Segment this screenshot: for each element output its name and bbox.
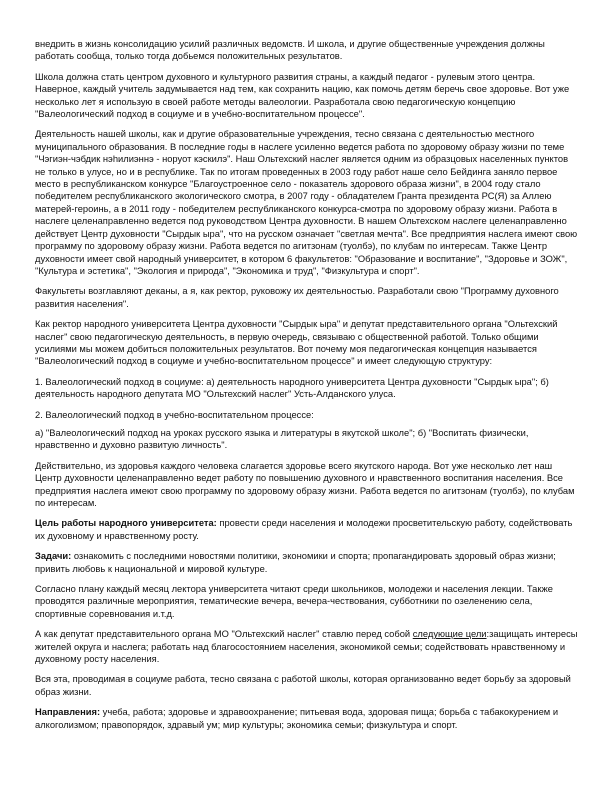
document-page [35,38,578,739]
paragraph-structure-item-2-details: а) "Валеологический подход на уроках русского языка и литературы в якутской школе"; б) "Воспитать физически, нравственно и духовно развитую личность". [35,427,529,451]
paragraph-goal [35,517,578,542]
paragraph-health: Действительно, из здоровья каждого человека слагается здоровье всего якутского народа. Вот уже несколько лет наш Центр духовности целенаправленно ведет работу по повышению духовного и нравственного воспитания населения. Все предприятия наслега имеют свою программу по здоровому образу жизни. Работа ведется по агитзонам (туолбэ), по клубам по интересам. [35,460,575,508]
deputy-goals-intro: А как депутат представительного органа МО "Ольтехский наслег" ставлю перед собой [35,629,413,640]
directions-label: Направления: [35,707,101,718]
tasks-label: Задачи: [35,551,72,562]
paragraph-deputy-goals [35,628,578,665]
goal-text: провести среди населения и молодежи просветительскую работу, содействовать их духовному и нравственному росту. [35,518,573,541]
paragraph-directions [35,706,578,731]
paragraph-faculties: Факультеты возглавляют деканы, а я, как ректор, руковожу их деятельностью. Разработали свою "Программу духовного развития населения". [35,286,559,309]
tasks-text: ознакомить с последними новостями политики, экономики и спорта; пропагандировать здоровый образ жизни; привить любовь к национальной и мировой культуре. [35,551,556,574]
goal-label: Цель работы народного университета: [35,518,217,529]
paragraph-structure-item-1: 1. Валеологический подход в социуме: а) деятельность народного университета Центра духовности "Сырдык ыра"; б) деятельность народного депутата МО "Ольтехский наслег" Усть-Алданского улуса. [35,376,549,400]
directions-text: учеба, работа; здоровье и здравоохранение; питьевая вода, здоровая пища; борьба с табакокурением и алкоголизмом; правопорядок, здравый ум; мир культуры; экономика семьи; физкультура и спорт. [35,707,559,730]
deputy-goals-underlined: следующие цели [412,629,487,640]
paragraph-consolidation: внедрить в жизнь консолидацию усилий различных ведомств. И школа, и другие общественные учреждения должны работать сообща, только тогда добьемся положительных результатов. [35,39,545,62]
paragraph-tasks [35,550,578,575]
paragraph-plan: Согласно плану каждый месяц лектора университета читают среди школьников, молодежи и населения лекции. Также проводятся различные мероприятия, тематические вечера, вечера-чествования, субботники по озеленению села, спортивные соревнования и.т.д. [35,584,553,619]
deputy-goals-list: :защищать интересы жителей округа и наслега; работать над благосостоянием населения, экономикой семьи; содействовать нравственному и духовному росту населения. [35,629,578,665]
paragraph-rector-deputy: Как ректор народного университета Центра духовности "Сырдык ыра" и депутат представительного органа "Ольтехский наслег" свою педагогическую деятельность, в первую очередь, связываю с общественной работой. Только общими усилиями мы можем добиться положительных результатов. Вот почему моя педагогическая концепция называется "Валеологический подход в социуме и учебно-воспитательном процессе" и имеет следующую структуру: [35,319,558,367]
paragraph-structure-item-2: 2. Валеологический подход в учебно-воспитательном процессе: [35,409,314,420]
paragraph-school-center: Школа должна стать центром духовного и культурного развития страны, а каждый педагог - рулевым этого центра. Наверное, каждый учитель задумывается над тем, как сохранить нацию, как помочь детям беречь свое здоровье. Вот уже несколько лет я использую в своей работе методы валеологии. Разработала свою педагогическую концепцию "Валеологический подход в социуме и в учебно-воспитательном процессе". [35,71,570,120]
paragraph-school-activity: Деятельность нашей школы, как и другие образовательные учреждения, тесно связана с деятельностью местного муниципального образования. В последние годы в наслеге усиленно ведется работа по здоровому образу жизни по теме "Чэгиэн-чэбдик нэhилиэннэ - норуот кэскилэ". Наш Ольтехский наслег является одним из образцовых населенных пунктов не только в улусе, но и в республике. Так по итогам проведенных в 2003 году работ наше село Бейдинга заняло первое место в республиканском конкурсе "Благоустроенное село - показатель здорового образа жизни", в 2004 году стало победителем республиканского экологического смотра, в 2007 году - обладателем Гранта президента РС(Я) за Аллею матерей-героинь, а в 2011 году - победителем республиканского конкурса-смотра по здоровому образу жизни. Работа в наслеге целенаправленно ведется под руководством Центра духовности. В нашем Ольтехском наслеге целенаправленно действует Центр духовности "Сырдык ыра", что на русском означает "светлая мечта". Все предприятия наслега имеют свою программу по здоровому образу жизни. Работа ведется по агитзонам (туолбэ), по клубам по интересам. Также Центр духовности имеет свой народный университет, в котором 6 факультетов: "Образование и воспитание", "Здоровье и ЗОЖ", "Культура и эстетика", "Экология и природа", "Экономика и труд", "Физкультура и спорт". [35,129,578,276]
paragraph-summary: Вся эта, проводимая в социуме работа, тесно связана с работой школы, которая организованно ведет борьбу за здоровый образ жизни. [35,674,571,697]
